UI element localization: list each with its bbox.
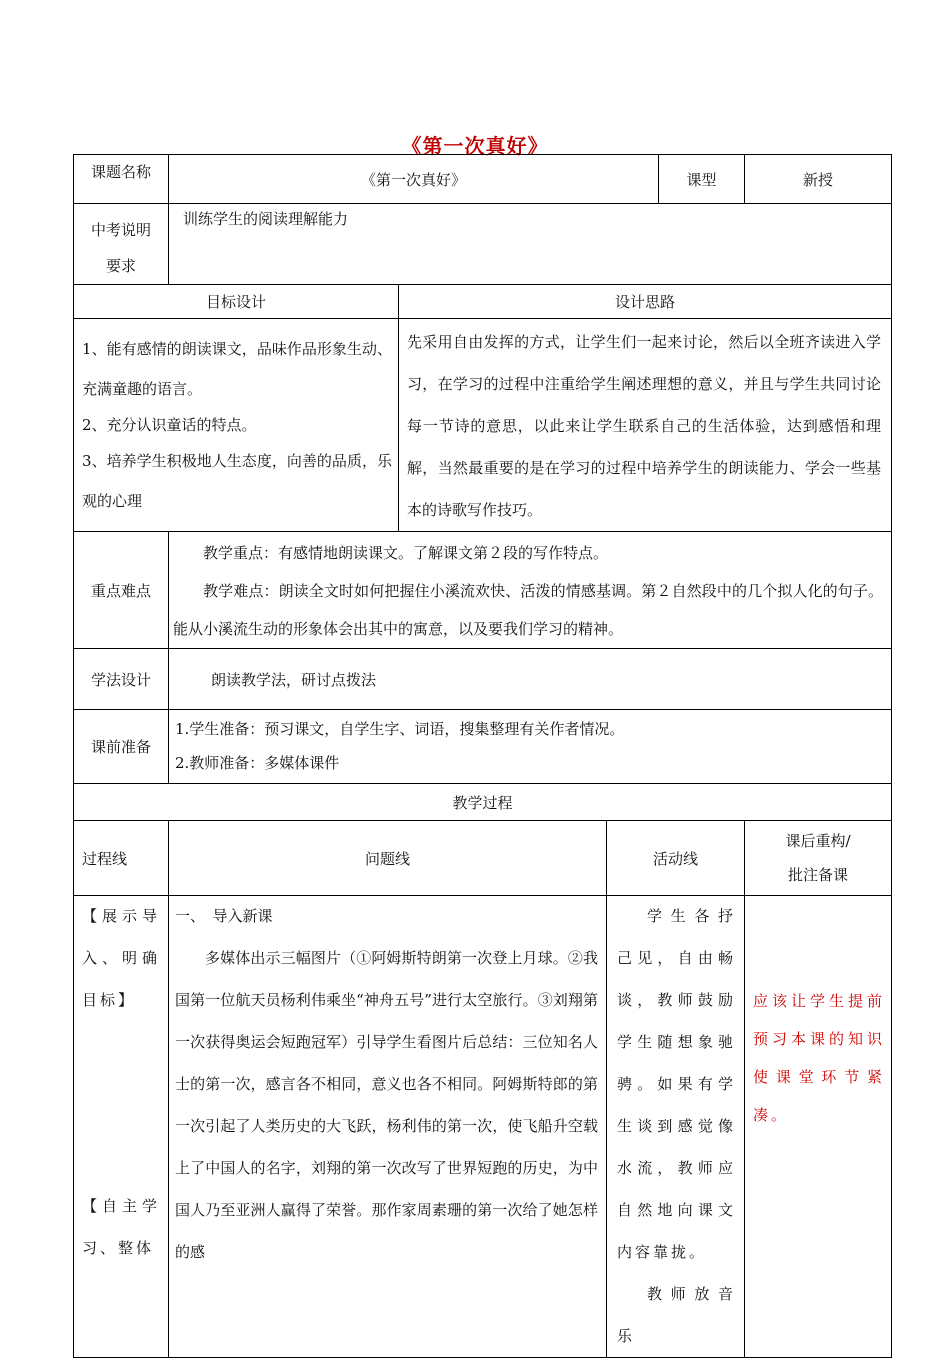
goal-item-2: 2、充分认识童话的特点。 bbox=[82, 416, 257, 434]
col-question: 问题线 bbox=[364, 849, 410, 868]
page-title: 《第一次真好》 bbox=[401, 134, 549, 158]
row-process-columns bbox=[74, 821, 892, 896]
requirement-label-2: 要求 bbox=[105, 257, 136, 275]
note-cell bbox=[745, 896, 892, 1358]
row-method bbox=[74, 649, 892, 710]
col-note-2: 批注备课 bbox=[788, 866, 849, 884]
idea-header: 设计思路 bbox=[615, 293, 676, 311]
method-label: 学法设计 bbox=[90, 670, 151, 689]
row-process-header bbox=[74, 784, 892, 821]
requirement-label-cell bbox=[74, 204, 169, 285]
prep-label-cell bbox=[74, 710, 169, 784]
goal-header: 目标设计 bbox=[205, 293, 266, 311]
goal-item-3: 3、培养学生积极地人生态度，向善的品质，乐观的心理 bbox=[82, 452, 392, 510]
method-value-cell bbox=[169, 649, 892, 710]
type-label-cell bbox=[659, 155, 745, 204]
process-header-cell bbox=[74, 784, 892, 821]
activity-text-1: 学生各抒己见，自由畅谈，教师鼓励学生随想象驰骋。如果有学生谈到感觉像水流，教师应自然地向课文内容靠拢。 bbox=[617, 907, 737, 1261]
activity-cell bbox=[607, 896, 745, 1358]
idea-cell bbox=[399, 319, 892, 532]
stage-cell bbox=[74, 896, 169, 1358]
key-label: 重点难点 bbox=[90, 581, 151, 600]
question-cell bbox=[169, 896, 607, 1358]
row-topic bbox=[74, 155, 892, 204]
row-requirement bbox=[74, 204, 892, 285]
idea-header-cell bbox=[399, 285, 892, 319]
note-text: 应该让学生提前预习本课的知识使课堂环节紧凑。 bbox=[753, 992, 886, 1124]
topic-value-cell bbox=[169, 155, 659, 204]
key-label-cell bbox=[74, 532, 169, 649]
stage-2: 【自主学习、整体 bbox=[82, 1197, 160, 1257]
col-question-cell bbox=[169, 821, 607, 896]
key-point: 教学重点：有感情地朗读课文。了解课文第２段的写作特点。 bbox=[203, 544, 609, 562]
prep-student: 1.学生准备：预习课文，自学生字、词语，搜集整理有关作者情况。 bbox=[175, 720, 625, 738]
key-difficulty: 教学难点：朗读全文时如何把握住小溪流欢快、活泼的情感基调。第２自然段中的几个拟人化的句子。能从小溪流生动的形象体会出其中的寓意，以及要我们学习的精神。 bbox=[173, 582, 884, 638]
process-header: 教学过程 bbox=[452, 793, 513, 812]
goals-cell bbox=[74, 319, 399, 532]
stage-1: 【展示导入、明确目标】 bbox=[82, 907, 160, 1009]
goal-item-1: 1、能有感情的朗读课文，品味作品形象生动、充满童趣的语言。 bbox=[82, 340, 392, 398]
row-prep bbox=[74, 710, 892, 784]
row-key-points bbox=[74, 532, 892, 649]
method-value: 朗读教学法，研讨点拨法 bbox=[211, 670, 377, 689]
col-note-1: 课后重构/ bbox=[785, 832, 851, 850]
topic-label-cell bbox=[74, 155, 169, 204]
requirement-value: 训练学生的阅读理解能力 bbox=[183, 210, 349, 228]
row-design-headers bbox=[74, 285, 892, 319]
col-process-cell bbox=[74, 821, 169, 896]
topic-label: 课题名称 bbox=[90, 163, 151, 181]
step-body: 多媒体出示三幅图片（①阿姆斯特朗第一次登上月球。②我国第一位航天员杨利伟乘坐“神舟五号”进行太空旅行。③刘翔第一次获得奥运会短跑冠军）引导学生看图片后总结：三位知名人士的第一次，感言各不相同，意义也各不相同。阿姆斯特郎的第一次引起了人类历史的大飞跃，杨利伟的第一次，使飞船升空载上了中国人的名字，刘翔的第一次改写了世界短跑的历史，为中国人乃至亚洲人赢得了荣誉。那作家周素珊的第一次给了她怎样的感 bbox=[175, 949, 598, 1261]
prep-content-cell bbox=[169, 710, 892, 784]
col-activity-cell bbox=[607, 821, 745, 896]
prep-label: 课前准备 bbox=[90, 738, 151, 756]
method-label-cell bbox=[74, 649, 169, 710]
type-value: 新授 bbox=[803, 170, 834, 189]
requirement-value-cell bbox=[169, 204, 892, 285]
col-note-cell bbox=[745, 821, 892, 896]
step-heading: 一、 导入新课 bbox=[175, 907, 273, 925]
prep-teacher: 2.教师准备：多媒体课件 bbox=[175, 754, 340, 772]
type-value-cell bbox=[745, 155, 892, 204]
row-design-content bbox=[74, 319, 892, 532]
row-process-step bbox=[74, 896, 892, 1358]
lesson-plan-table bbox=[73, 154, 892, 1358]
col-process: 过程线 bbox=[82, 849, 128, 868]
requirement-label-1: 中考说明 bbox=[90, 221, 151, 239]
activity-text-2: 教师放音乐 bbox=[617, 1285, 737, 1345]
goal-header-cell bbox=[74, 285, 399, 319]
topic-value: 《第一次真好》 bbox=[361, 170, 467, 189]
col-activity: 活动线 bbox=[653, 849, 699, 868]
type-label: 课型 bbox=[686, 170, 717, 189]
key-content-cell bbox=[169, 532, 892, 649]
idea-text: 先采用自由发挥的方式，让学生们一起来讨论，然后以全班齐读进入学习，在学习的过程中注重给学生阐述理想的意义，并且与学生共同讨论每一节诗的意思，以此来让学生联系自己的生活体验，达到感悟和理解，当然最重要的是在学习的过程中培养学生的朗读能力、学会一些基本的诗歌写作技巧。 bbox=[407, 333, 882, 519]
